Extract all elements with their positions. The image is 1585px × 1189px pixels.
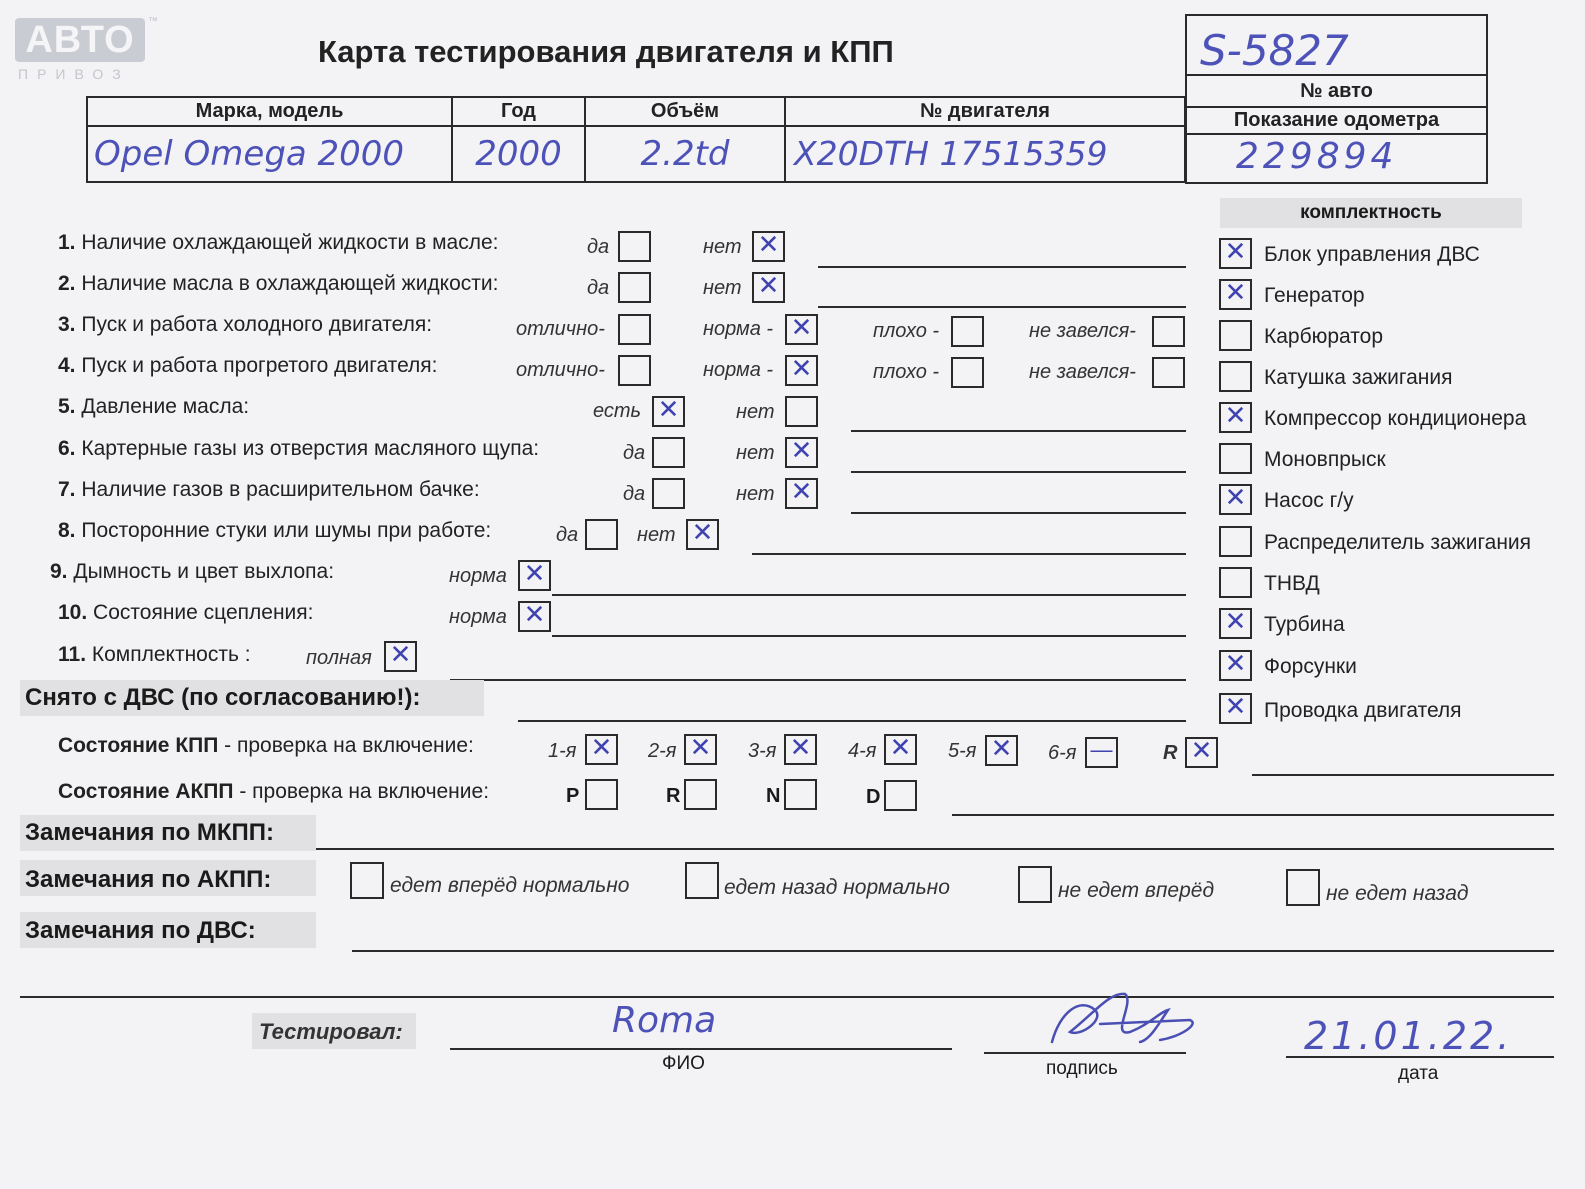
akpp-mode-d-checkbox[interactable] [884,780,917,811]
item-6-note-line [851,471,1186,473]
remarks-extra-line [20,996,1554,998]
item-8-opt-yes: да [556,524,579,546]
signature-label: подпись [1046,1058,1118,1079]
akpp-mode-r-label: R [666,785,681,807]
gear-6-checkbox[interactable] [1085,737,1118,768]
item-5-present-checkbox[interactable] [652,396,685,427]
gear-1-label: 1-я [548,740,577,762]
logo-main: АВТО [25,19,135,61]
akpp-no-forward-checkbox[interactable] [1018,866,1052,903]
akpp-reverse-ok-label: едет назад нормально [724,876,950,899]
item-7-no-checkbox[interactable] [785,478,818,509]
item-4-row [58,354,438,378]
kpp-label-rest: - проверка на включение: [218,734,474,757]
item-2-label: Наличие масла в охлаждающей жидкости: [81,272,499,295]
value-year: 2000 [475,134,562,174]
completeness-coil-label: Катушка зажигания [1264,366,1453,389]
item-5-label: Давление масла: [81,395,250,418]
item-4-excellent-checkbox[interactable] [618,355,651,386]
completeness-ps-pump-checkbox[interactable] [1219,484,1252,515]
item-8-yes-checkbox[interactable] [585,519,618,550]
gear-5-checkbox[interactable] [985,735,1018,766]
item-11-label: Комплектность : [91,643,251,666]
item-3-num: 3. [58,313,76,336]
akpp-label-bold: Состояние АКПП [58,780,234,803]
gear-1-checkbox[interactable] [585,734,618,765]
completeness-ecu-label: Блок управления ДВС [1264,243,1480,266]
item-8-opt-no: нет [637,524,676,546]
item-1-yes-checkbox[interactable] [618,231,651,262]
completeness-injectors-label: Форсунки [1264,655,1357,678]
item-5-no-checkbox[interactable] [785,396,818,427]
completeness-generator-label: Генератор [1264,284,1365,307]
completeness-injectors-checkbox[interactable] [1219,650,1252,681]
col-make-model: Марка, модель [195,100,344,122]
item-10-num: 10. [58,601,88,624]
item-9-opt-normal: норма [449,565,507,587]
item-3-normal-checkbox[interactable] [785,314,818,345]
odometer-divider [1185,133,1488,135]
auto-number-label: № авто [1300,80,1373,102]
tested-label: Тестировал: [259,1019,403,1044]
item-5-opt-no: нет [736,401,775,423]
completeness-injection-pump-checkbox[interactable] [1219,567,1252,598]
vehicle-header-table [86,96,1186,183]
item-6-opt-yes: да [623,442,646,464]
gear-r-label: R [1163,742,1178,764]
item-9-row [50,560,334,584]
item-2-note-line [818,306,1186,308]
item-6-row [58,437,539,461]
kpp-label-bold: Состояние КПП [58,734,219,757]
akpp-note-line [952,814,1554,816]
gear-3-checkbox[interactable] [784,734,817,765]
item-2-no-checkbox[interactable] [752,272,785,303]
value-make-model: Opel Omega 2000 [94,134,405,174]
item-10-opt-normal: норма [449,606,507,628]
item-8-no-checkbox[interactable] [686,519,719,550]
item-2-opt-no: нет [703,277,742,299]
date-value: 21.01.22. [1304,1014,1513,1058]
item-7-label: Наличие газов в расширительном бачке: [81,478,480,501]
item-11-note-line [450,679,1186,681]
completeness-monoinjection-checkbox[interactable] [1219,443,1252,474]
item-3-opt-nostart: не завелся- [1029,320,1136,342]
gear-4-label: 4-я [848,740,877,762]
item-6-yes-checkbox[interactable] [652,437,685,468]
akpp-forward-ok-label: едет вперёд нормально [390,874,630,897]
removed-note-line [518,720,1186,722]
item-2-num: 2. [58,272,76,295]
signature-line [984,1052,1186,1054]
item-6-label: Картерные газы из отверстия масляного щупа: [81,437,540,460]
item-2-row [58,272,498,296]
item-11-num: 11. [58,643,87,666]
gear-6-label: 6-я [1048,742,1077,764]
avtoprivoz-logo [15,18,145,62]
item-6-num: 6. [58,437,76,460]
gear-3-label: 3-я [748,740,777,762]
item-1-label: Наличие охлаждающей жидкости в масле: [81,231,499,254]
akpp-no-reverse-label: не едет назад [1326,882,1469,905]
item-1-opt-yes: да [587,236,610,258]
item-4-opt-normal: норма - [703,359,774,381]
item-3-nostart-checkbox[interactable] [1152,316,1185,347]
item-5-note-line [851,430,1186,432]
item-8-label: Посторонние стуки или шумы при работе: [81,519,492,542]
logo-subtitle: ПРИВОЗ [18,66,130,82]
odometer-value: 229894 [1236,136,1398,177]
item-7-num: 7. [58,478,76,501]
item-3-label: Пуск и работа холодного двигателя: [81,313,433,336]
completeness-turbo-label: Турбина [1264,613,1345,636]
signature-image [1040,982,1210,1057]
item-4-opt-nostart: не завелся- [1029,361,1136,383]
gear-r-checkbox[interactable] [1185,737,1218,768]
completeness-title: комплектность [1300,202,1442,223]
item-9-num: 9. [50,560,68,583]
akpp-mode-p-checkbox[interactable] [585,779,618,810]
auto-number-divider [1185,74,1488,76]
item-8-row [58,519,491,543]
item-8-note-line [752,553,1186,555]
gear-5-label: 5-я [948,740,977,762]
remarks-dvs-line [352,950,1554,952]
logo-trademark: ™ [148,16,158,27]
item-3-opt-normal: норма - [703,318,774,340]
value-volume: 2.2td [640,134,730,174]
completeness-ps-pump-label: Насос г/у [1264,489,1354,512]
removed-label: Снято с ДВС (по согласованию!): [25,684,421,711]
item-1-no-checkbox[interactable] [752,231,785,262]
akpp-mode-r-checkbox[interactable] [684,779,717,810]
item-4-bad-checkbox[interactable] [951,357,984,388]
item-3-row [58,313,432,337]
item-7-yes-checkbox[interactable] [652,478,685,509]
completeness-wiring-label: Проводка двигателя [1264,699,1462,722]
item-3-opt-bad: плохо - [873,320,940,342]
completeness-ecu-checkbox[interactable] [1219,238,1252,269]
kpp-label [58,734,474,758]
item-4-nostart-checkbox[interactable] [1152,357,1185,388]
item-11-full-checkbox[interactable] [384,641,417,672]
item-10-label: Состояние сцепления: [93,601,314,624]
akpp-mode-d-label: D [866,786,881,808]
completeness-distributor-checkbox[interactable] [1219,526,1252,557]
item-4-opt-excellent: отлично- [516,359,605,381]
value-engine-no: X20DTH 17515359 [794,134,1108,173]
completeness-distributor-label: Распределитель зажигания [1264,531,1532,554]
akpp-no-reverse-checkbox[interactable] [1286,869,1320,906]
completeness-injection-pump-label: ТНВД [1264,572,1320,595]
item-4-num: 4. [58,354,76,377]
item-5-row [58,395,249,419]
akpp-mode-n-checkbox[interactable] [784,779,817,810]
item-8-num: 8. [58,519,76,542]
item-11-row [58,643,251,667]
remarks-akpp-label: Замечания по АКПП: [25,866,272,893]
item-9-note-line [552,594,1186,596]
gear-2-checkbox[interactable] [684,734,717,765]
item-5-opt-present: есть [593,400,642,422]
date-label: дата [1398,1063,1439,1084]
item-2-yes-checkbox[interactable] [618,272,651,303]
item-2-opt-yes: да [587,277,610,299]
fio-line [450,1048,952,1050]
item-4-label: Пуск и работа прогретого двигателя: [81,354,438,377]
completeness-ac-compressor-label: Компрессор кондиционера [1264,407,1527,430]
kpp-note-line [1252,774,1554,776]
item-9-label: Дымность и цвет выхлопа: [73,560,335,583]
item-3-bad-checkbox[interactable] [951,316,984,347]
akpp-no-forward-label: не едет вперёд [1058,879,1215,902]
item-1-note-line [818,266,1186,268]
col-volume: Объём [650,100,720,122]
completeness-generator-checkbox[interactable] [1219,279,1252,310]
page-title: Карта тестирования двигателя и КПП [318,34,894,69]
akpp-mode-p-label: P [566,785,580,807]
completeness-turbo-checkbox[interactable] [1219,608,1252,639]
item-7-opt-no: нет [736,483,775,505]
gear-4-checkbox[interactable] [884,734,917,765]
item-10-row [58,601,313,625]
item-1-row [58,231,498,255]
remarks-dvs-label: Замечания по ДВС: [25,917,256,944]
item-3-excellent-checkbox[interactable] [618,314,651,345]
item-4-opt-bad: плохо - [873,361,940,383]
item-11-opt-full: полная [306,647,372,669]
akpp-forward-ok-checkbox[interactable] [350,862,384,899]
item-9-normal-checkbox[interactable] [518,560,551,591]
item-6-opt-no: нет [736,442,775,464]
akpp-label [58,780,489,804]
akpp-mode-n-label: N [766,785,781,807]
item-3-opt-excellent: отлично- [516,318,605,340]
item-1-opt-no: нет [703,236,742,258]
completeness-coil-checkbox[interactable] [1219,361,1252,392]
col-engine-no: № двигателя [920,100,1050,122]
tester-name: Roma [612,1000,717,1041]
item-6-no-checkbox[interactable] [785,437,818,468]
akpp-reverse-ok-checkbox[interactable] [685,862,719,899]
completeness-carburetor-label: Карбюратор [1264,325,1384,348]
item-7-row [58,478,480,502]
fio-label: ФИО [662,1053,705,1074]
completeness-carburetor-checkbox[interactable] [1219,320,1252,351]
completeness-monoinjection-label: Моновпрыск [1264,448,1386,471]
item-5-num: 5. [58,395,76,418]
item-4-normal-checkbox[interactable] [785,355,818,386]
remarks-mkpp-line [316,848,1554,850]
gear-2-label: 2-я [648,740,677,762]
date-line [1286,1056,1554,1058]
item-10-normal-checkbox[interactable] [518,601,551,632]
item-7-opt-yes: да [623,483,646,505]
completeness-ac-compressor-checkbox[interactable] [1219,402,1252,433]
auto-number-value: S-5827 [1200,26,1349,75]
akpp-label-rest: - проверка на включение: [233,780,490,803]
completeness-wiring-checkbox[interactable] [1219,693,1252,724]
item-7-note-line [851,512,1186,514]
odometer-label: Показание одометра [1233,109,1440,131]
col-year: Год [501,100,536,122]
item-10-note-line [552,635,1186,637]
item-1-num: 1. [58,231,76,254]
remarks-mkpp-label: Замечания по МКПП: [25,819,275,846]
